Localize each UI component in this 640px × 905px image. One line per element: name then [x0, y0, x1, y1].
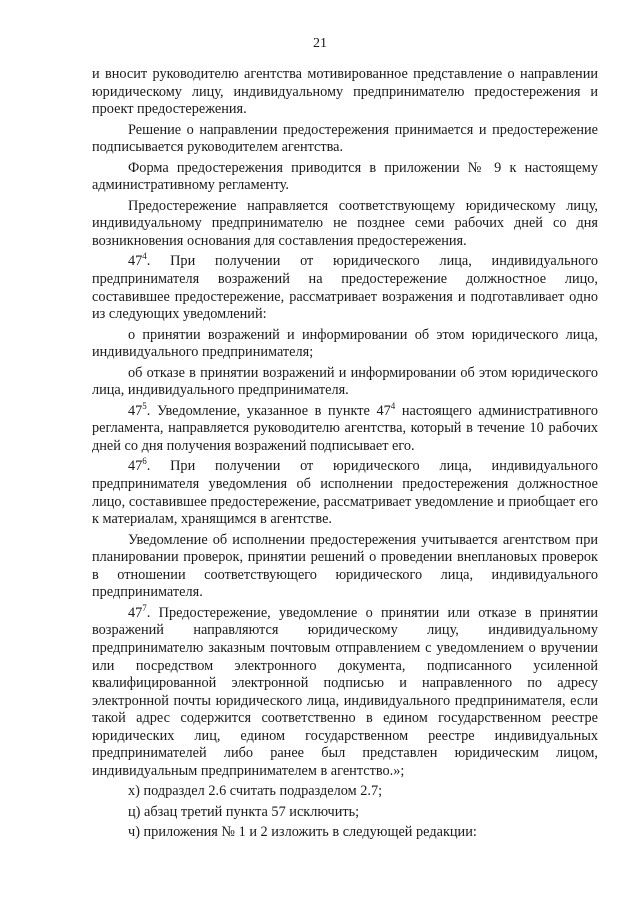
- paragraph: [92, 403, 598, 456]
- document-body: [92, 66, 598, 842]
- paragraph: [92, 253, 598, 323]
- text-run: 47: [128, 253, 143, 270]
- text-run: ц) абзац третий пункта 57 исключить;: [128, 803, 360, 820]
- text-run: Уведомление об исполнении предостережения учитывается агентством при планировании проверок, принятии решений о проведении внеплановых проверок в отношении соответствующего юридического лица, индивидуального предпринимателя.: [92, 531, 598, 601]
- paragraph: [92, 122, 598, 157]
- superscript: 4: [390, 401, 396, 412]
- text-run: Решение о направлении предостережения принимается и предостережение подписывается руководителем агентства.: [92, 121, 598, 156]
- text-run: . Предостережение, уведомление о принятии или отказе в принятии возражений направляются юридическому лицу, индивидуальному предпринимателю заказным почтовым отправлением с уведомлением о вручении или посредством электронного документа, подписанного усиленной квалифицированной электронной подписью и направленного по адресу электронной почты юридического лица, индивидуального предпринимателя, если такой адрес содержится соответственно в едином государственном реестре юридических лиц, едином государственном реестре индивидуальных предпринимателей либо ранее был представлен юридическим лицом, индивидуальным предпринимателем в агентство.»;: [92, 604, 598, 779]
- paragraph: [92, 824, 598, 842]
- paragraph: [92, 365, 598, 400]
- text-run: Предостережение направляется соответствующему юридическому лицу, индивидуальному предпринимателю не позднее семи рабочих дней со дня возникновения основания для составления предостережения.: [92, 197, 598, 249]
- paragraph: [92, 532, 598, 602]
- text-run: 47: [128, 604, 143, 621]
- paragraph: [92, 804, 598, 822]
- text-run: х) подраздел 2.6 считать подразделом 2.7;: [128, 783, 383, 800]
- superscript: 7: [142, 603, 147, 614]
- paragraph: [92, 327, 598, 362]
- superscript: 6: [142, 456, 147, 467]
- superscript: 5: [142, 401, 147, 412]
- paragraph: [92, 198, 598, 251]
- superscript: 4: [142, 251, 147, 262]
- text-run: об отказе в принятии возражений и информировании об этом юридического лица, индивидуального предпринимателя.: [92, 364, 598, 399]
- paragraph: [92, 160, 598, 195]
- paragraph: [92, 458, 598, 528]
- page-number: 21: [313, 36, 327, 51]
- text-run: настоящего административного регламента, направляется руководителю агентства, который в течение 10 рабочих дней со дня получения возражений подписывает его.: [92, 402, 598, 454]
- paragraph: [92, 783, 598, 801]
- text-run: 47: [128, 458, 143, 475]
- paragraph: [92, 605, 598, 780]
- text-run: Форма предостережения приводится в приложении № 9 к настоящему административному регламенту.: [92, 159, 598, 194]
- paragraph: [92, 66, 598, 119]
- text-run: . При получении от юридического лица, индивидуального предпринимателя уведомления об исполнении предостережения должностное лицо, составившее предостережение, рассматривает уведомление и приобщает его к материалам, хранящимся в агентстве.: [92, 458, 598, 528]
- text-run: ч) приложения № 1 и 2 изложить в следующей редакции:: [128, 824, 477, 841]
- text-run: 47: [128, 402, 143, 419]
- text-run: . При получении от юридического лица, индивидуального предпринимателя возражений на предостережение должностное лицо, составившее предостережение, рассматривает возражения и подготавливает одно из следующих уведомлений:: [92, 253, 598, 323]
- text-run: . Уведомление, указанное в пункте 47: [146, 402, 391, 419]
- text-run: о принятии возражений и информировании об этом юридического лица, индивидуального предпринимателя;: [92, 326, 598, 361]
- text-run: и вносит руководителю агентства мотивированное представление о направлении юридическому лицу, индивидуальному предпринимателю предостережения и проект предостережения.: [92, 66, 598, 118]
